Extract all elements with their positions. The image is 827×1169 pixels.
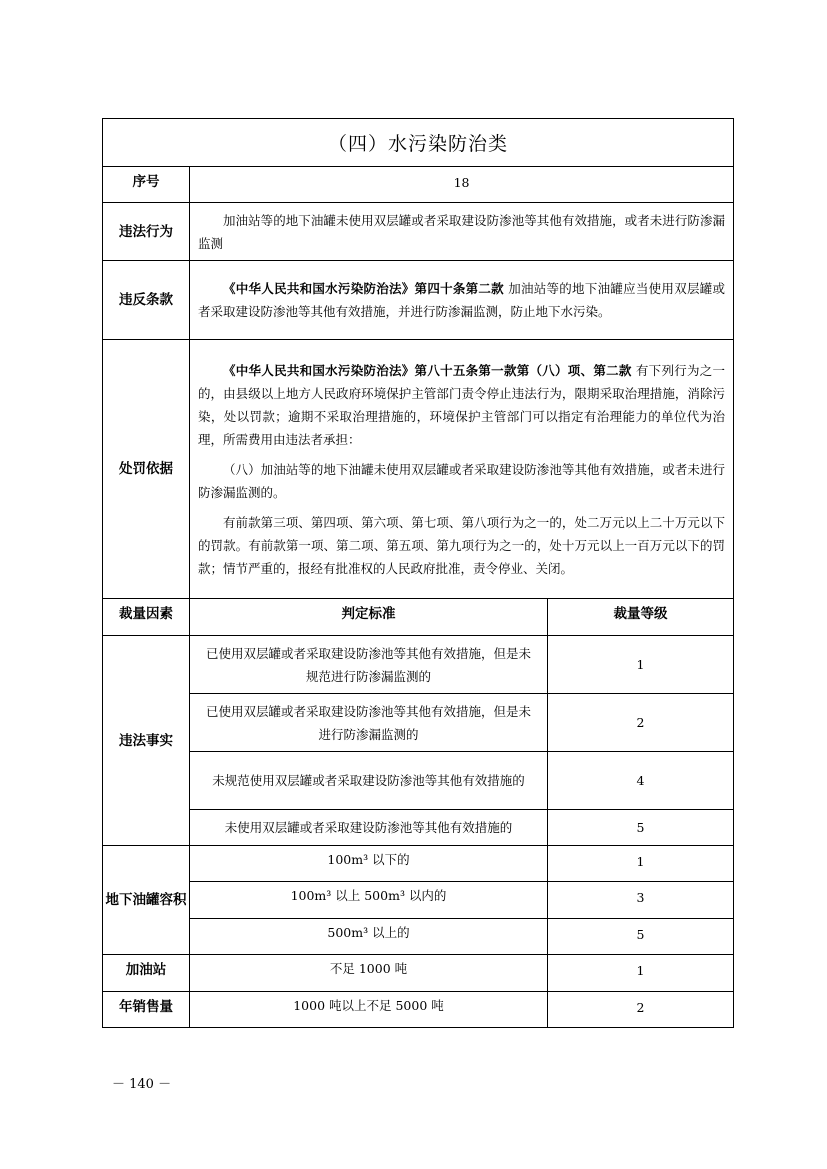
level-cell: 5 — [548, 919, 734, 955]
criterion-cell: 100m³ 以下的 — [190, 846, 548, 882]
penalty-paragraph-3: 有前款第三项、第四项、第六项、第七项、第八项行为之一的，处二万元以上二十万元以下的罚款。有前款第一项、第二项、第五项、第九项行为之一的，处十万元以上一百万元以下的罚款；情节严重的，报经有批准权的人民政府批准，责令停业、关闭。 — [198, 514, 726, 576]
clause-text: 加油站等的地下油罐应当使用双层罐或者采取建设防渗池等其他有效措施，并进行防渗漏监测，防止地下水污染。 — [198, 281, 726, 319]
section-title: （四）水污染防治类 — [103, 119, 734, 167]
factor-violation-facts: 违法事实 — [103, 636, 190, 846]
penalty-text-1: 有下列行为之一的，由县级以上地方人民政府环境保护主管部门责令停止违法行为，限期采取治理措施，消除污染，处以罚款；逾期不采取治理措施的，环境保护主管部门可以指定有治理能力的单位代为治理，所需费用由违法者承担： — [198, 362, 726, 447]
level-cell: 1 — [548, 955, 734, 992]
discretion-table — [102, 118, 734, 1028]
violation-cell — [190, 203, 734, 261]
clause-law-ref: 《中华人民共和国水污染防治法》第四十条第二款 — [223, 281, 504, 296]
factor-annual-sales-line1: 加油站 — [103, 955, 190, 992]
criterion-cell: 500m³ 以上的 — [190, 919, 548, 955]
penalty-paragraph-1 — [198, 359, 725, 451]
level-cell: 2 — [548, 694, 734, 752]
level-cell: 3 — [548, 882, 734, 919]
penalty-paragraph-2: （八）加油站等的地下油罐未使用双层罐或者采取建设防渗池等其他有效措施，或者未进行防渗漏监测的。 — [198, 461, 726, 500]
criterion-cell: 不足 1000 吨 — [190, 955, 548, 992]
clause-paragraph — [198, 277, 725, 323]
level-header: 裁量等级 — [548, 599, 734, 636]
level-cell: 4 — [548, 752, 734, 810]
factor-tank-volume: 地下油罐容积 — [103, 846, 190, 955]
criteria-header: 判定标准 — [190, 599, 548, 636]
violated-clause-cell — [190, 261, 734, 340]
criterion-cell: 100m³ 以上 500m³ 以内的 — [190, 882, 548, 919]
criterion-cell: 已使用双层罐或者采取建设防渗池等其他有效措施，但是未规范进行防渗漏监测的 — [190, 636, 548, 694]
discretion-factor-header: 裁量因素 — [103, 599, 190, 636]
violation-text: 加油站等的地下油罐未使用双层罐或者采取建设防渗池等其他有效措施，或者未进行防渗漏监测 — [198, 212, 726, 251]
penalty-basis-cell — [190, 340, 734, 599]
serial-label: 序号 — [103, 167, 190, 203]
page-number: － 140 － — [112, 1077, 172, 1092]
penalty-basis-label: 处罚依据 — [103, 340, 190, 599]
serial-value: 18 — [190, 167, 734, 203]
criterion-cell: 已使用双层罐或者采取建设防渗池等其他有效措施，但是未进行防渗漏监测的 — [190, 694, 548, 752]
violation-label: 违法行为 — [103, 203, 190, 261]
level-cell: 1 — [548, 636, 734, 694]
level-cell: 2 — [548, 992, 734, 1028]
penalty-law-ref: 《中华人民共和国水污染防治法》第八十五条第一款第（八）项、第二款 — [223, 362, 632, 378]
level-cell: 1 — [548, 846, 734, 882]
criterion-cell: 未规范使用双层罐或者采取建设防渗池等其他有效措施的 — [190, 752, 548, 810]
level-cell: 5 — [548, 810, 734, 846]
violated-clause-label: 违反条款 — [103, 261, 190, 340]
factor-annual-sales-line2: 年销售量 — [103, 992, 190, 1028]
criterion-cell: 未使用双层罐或者采取建设防渗池等其他有效措施的 — [190, 810, 548, 846]
criterion-cell: 1000 吨以上不足 5000 吨 — [190, 992, 548, 1028]
